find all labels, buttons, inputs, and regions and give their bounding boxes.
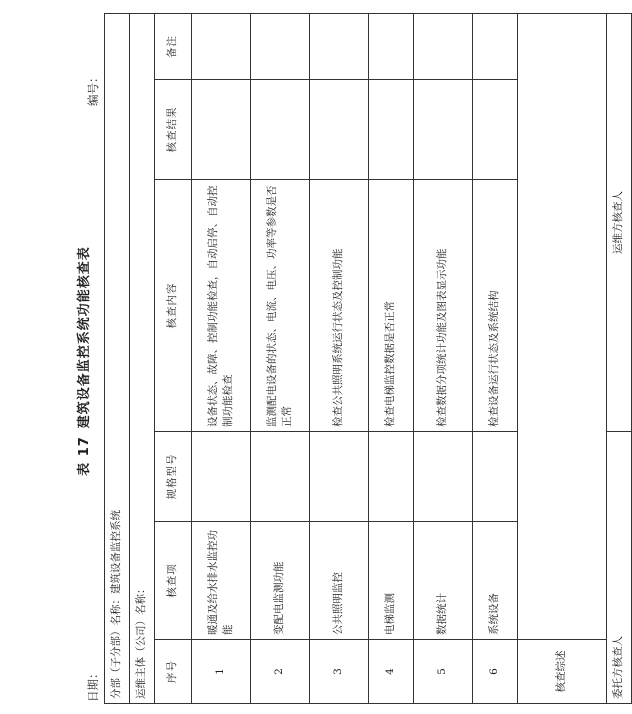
row-note[interactable] [414,14,473,80]
row-content: 检查公共照明系统运行状态及控制功能 [310,180,369,432]
row-result[interactable] [251,80,310,180]
row-item: 电梯监测 [369,522,414,640]
row-note[interactable] [310,14,369,80]
row-number: 4 [369,640,414,704]
row-spec [251,432,310,522]
table-number: 表 17 [77,436,92,476]
row-result[interactable] [369,80,414,180]
column-header-content: 核查内容 [155,180,192,432]
row-content: 检查电梯监控数据是否正常 [369,180,414,432]
row-spec [473,432,518,522]
table-row [192,14,251,704]
row-note[interactable] [251,14,310,80]
row-content: 监测配电设备的状态、电流、电压、功率等参数是否正常 [251,180,310,432]
table-row [414,14,473,704]
operator-name: 运维主体（公司）名称： [130,14,155,704]
row-number: 6 [473,640,518,704]
row-spec [192,432,251,522]
row-note[interactable] [369,14,414,80]
row-result[interactable] [414,80,473,180]
title-text: 建筑设备监控系统功能核查表 [77,246,92,429]
row-content: 检查设备运行状态及系统结构 [473,180,518,432]
table-row [310,14,369,704]
table-row [473,14,518,704]
row-content: 设备状态、故障、控制功能检查，自动启停、自动控制功能检查 [192,180,251,432]
date-label: 日期： [86,667,100,702]
column-header-note: 备注 [155,14,192,80]
row-item: 公共照明监控 [310,522,369,640]
row-result[interactable] [192,80,251,180]
row-spec [369,432,414,522]
row-item: 系统设备 [473,522,518,640]
column-header-item: 核查项 [155,522,192,640]
column-header-spec: 规格型号 [155,432,192,522]
row-item: 变配电监测功能 [251,522,310,640]
row-note[interactable] [192,14,251,80]
summary-field[interactable] [518,14,607,640]
row-number: 1 [192,640,251,704]
row-spec [414,432,473,522]
row-result[interactable] [310,80,369,180]
row-number: 3 [310,640,369,704]
inspection-table [104,13,632,704]
row-result[interactable] [473,80,518,180]
row-note[interactable] [473,14,518,80]
table-title [73,0,92,714]
row-item: 暖通及给水排水监控功能 [192,522,251,640]
row-content: 检查数据分项统计功能及图表显示功能 [414,180,473,432]
table-row [251,14,310,704]
row-number: 5 [414,640,473,704]
row-number: 2 [251,640,310,704]
row-item: 数据统计 [414,522,473,640]
column-header-no: 序号 [155,640,192,704]
maintainer-inspector-label: 运维方核查人 [607,14,632,432]
table-row [369,14,414,704]
row-spec [310,432,369,522]
client-inspector-label: 委托方核查人 [607,432,632,704]
serial-number-label: 编号： [86,71,100,106]
subsystem-name: 分部（子分部）名称：建筑设备监控系统 [105,14,130,704]
summary-label: 核查综述 [518,640,607,704]
column-header-result: 核查结果 [155,80,192,180]
